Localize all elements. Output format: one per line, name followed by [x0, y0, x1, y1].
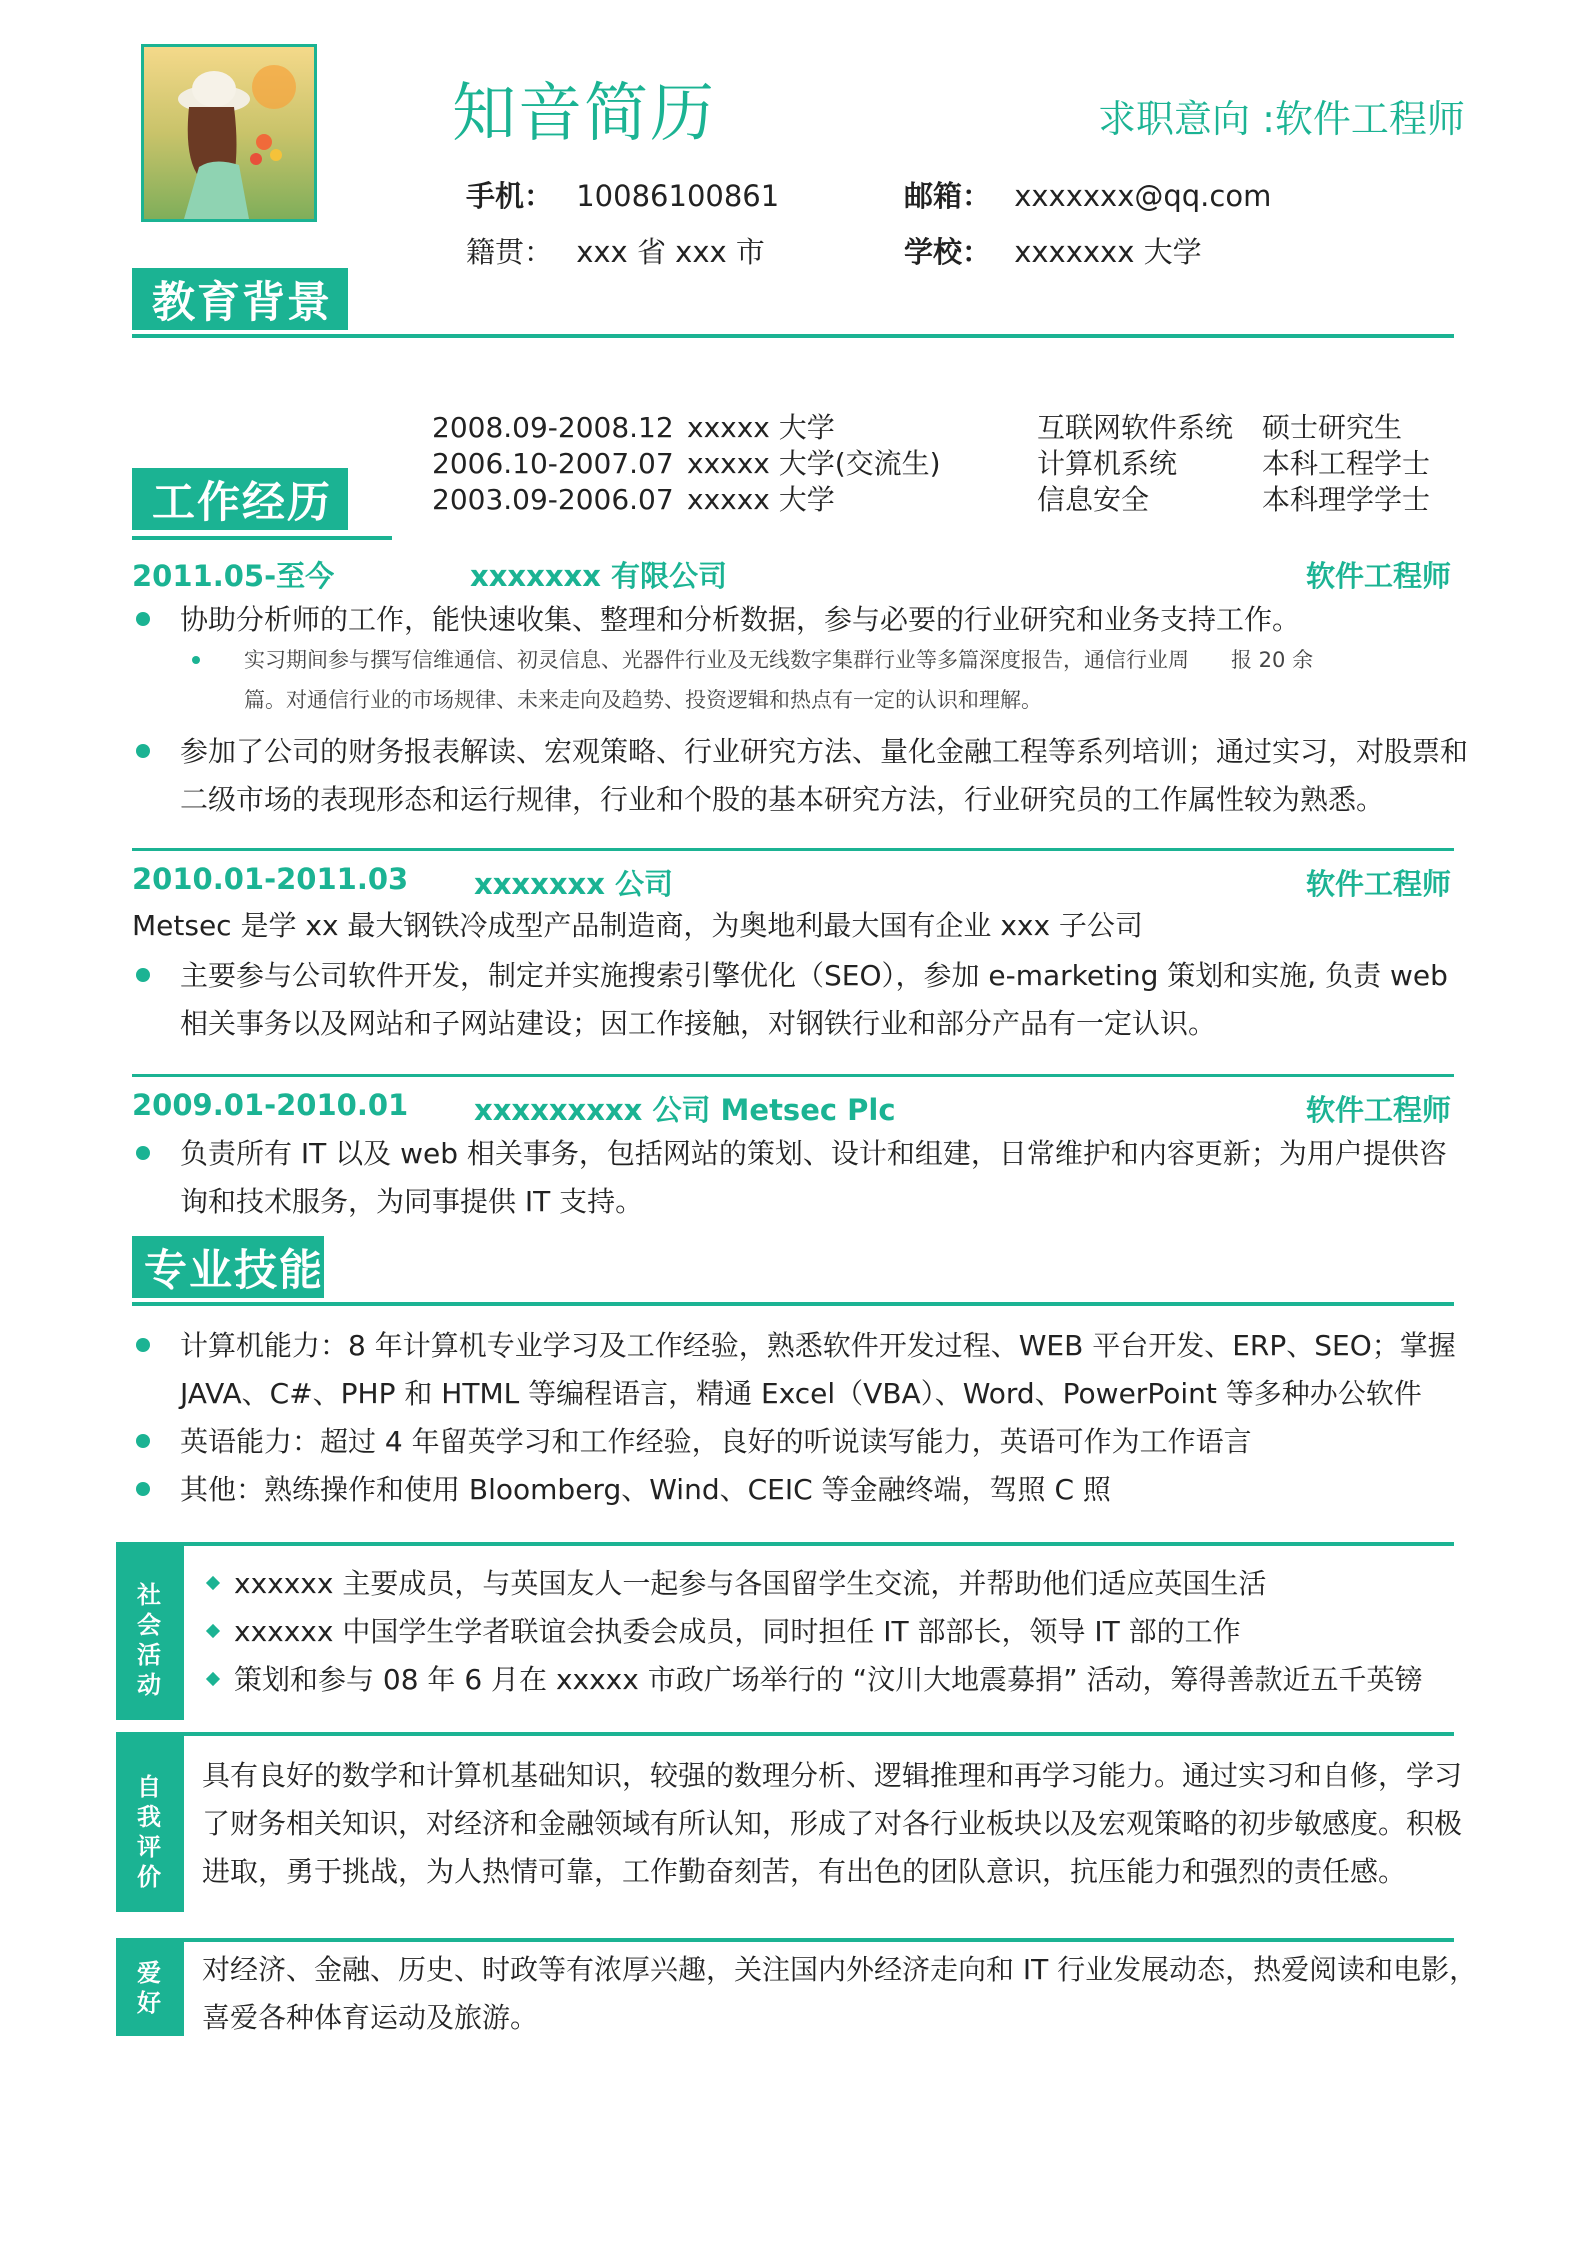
section-education: 教育背景 [132, 268, 348, 330]
school-value: xxxxxxx 大学 [1014, 235, 1202, 269]
job-company: xxxxxxx 公司 [474, 867, 674, 901]
phone-value: 10086100861 [576, 179, 780, 213]
bullet-icon [136, 1434, 150, 1448]
edu-majors [1037, 410, 1233, 518]
job-company: xxxxxxx 有限公司 [470, 559, 728, 593]
bullet-icon [136, 968, 150, 982]
skill-item: 英语能力：超过 4 年留英学习和工作经验，良好的听说读写能力，英语可作为工作语言 [180, 1425, 1252, 1458]
resume-title: 知音简历 [452, 77, 716, 151]
job-bullet: 负责所有 IT 以及 web 相关事务，包括网站的策划、设计和组建，日常维护和内容更新；为用户提供咨 [180, 1137, 1447, 1170]
bullet-icon [136, 744, 150, 758]
school-row [904, 230, 1202, 271]
skill-item: JAVA、C#、PHP 和 HTML 等编程语言，精通 Excel（VBA）、Word、PowerPoint 等多种办公软件 [180, 1377, 1422, 1410]
edu-school: xxxxx 大学(交流生) [687, 447, 941, 480]
social-item: xxxxxx 中国学生学者联谊会执委会成员，同时担任 IT 部部长，领导 IT 部的工作 [234, 1615, 1241, 1648]
email-label: 邮箱： [904, 179, 992, 213]
job-bullet: 相关事务以及网站和子网站建设；因工作接触，对钢铁行业和部分产品有一定认识。 [180, 1007, 1217, 1040]
bullet-icon [206, 1672, 220, 1686]
edu-school: xxxxx 大学 [687, 483, 835, 516]
hometown-value: xxx 省 xxx 市 [576, 235, 765, 269]
self-eval-line: 了财务相关知识，对经济和金融领域有所认知，形成了对各行业板块以及宏观策略的初步敏感度。积极 [202, 1807, 1463, 1840]
job-period: 2011.05-至今 [132, 559, 335, 593]
edu-major: 信息安全 [1037, 483, 1150, 516]
job-sub-bullet: 实习期间参与撰写信维通信、初灵信息、光器件行业及无线数字集群行业等多篇深度报告，通信行业周 报 20 余 [244, 648, 1314, 672]
edu-major: 计算机系统 [1037, 447, 1178, 480]
job-bullet: 主要参与公司软件开发，制定并实施搜索引擎优化（SEO），参加 e-marketing 策划和实施, 负责 web [180, 959, 1448, 992]
bullet-icon [136, 1338, 150, 1352]
divider [132, 334, 1454, 338]
edu-schools [687, 410, 941, 518]
phone-row [466, 174, 779, 215]
divider [132, 848, 1454, 851]
hobby-line: 对经济、金融、历史、时政等有浓厚兴趣，关注国内外经济走向和 IT 行业发展动态，热爱阅读和电影， [202, 1953, 1478, 1986]
job-bullet: 二级市场的表现形态和运行规律，行业和个股的基本研究方法，行业研究员的工作属性较为熟悉。 [180, 783, 1385, 816]
hometown-row [466, 230, 765, 271]
skill-item: 其他：熟练操作和使用 Bloomberg、Wind、CEIC 等金融终端，驾照 C 照 [180, 1473, 1111, 1506]
hometown-label: 籍贯： [466, 235, 554, 269]
job-bullet: 询和技术服务，为同事提供 IT 支持。 [180, 1185, 644, 1218]
phone-label: 手机： [466, 179, 554, 213]
edu-degree: 本科理学学士 [1262, 483, 1431, 516]
edu-degrees [1262, 410, 1430, 518]
job-bullet: 参加了公司的财务报表解读、宏观策略、行业研究方法、量化金融工程等系列培训；通过实习，对股票和 [180, 735, 1469, 768]
social-item: 策划和参与 08 年 6 月在 xxxxx 市政广场举行的 “汶川大地震募捐” 活动，筹得善款近五千英镑 [234, 1663, 1423, 1696]
bullet-icon [192, 656, 200, 664]
bullet-icon [136, 1482, 150, 1496]
section-skills: 专业技能 [132, 1236, 324, 1298]
bullet-icon [206, 1624, 220, 1638]
edu-school: xxxxx 大学 [687, 411, 835, 444]
section-social: 社会活动 [137, 1581, 161, 1699]
self-eval-line: 进取，勇于挑战，为人热情可靠，工作勤奋刻苦，有出色的团队意识，抗压能力和强烈的责任感。 [202, 1855, 1407, 1888]
divider [132, 536, 392, 540]
job-intent: 求职意向 :软件工程师 [1098, 97, 1465, 141]
job-period: 2010.01-2011.03 [132, 862, 409, 896]
email-row [904, 174, 1271, 215]
divider [132, 1302, 1454, 1306]
divider [116, 1732, 1454, 1736]
divider [116, 1938, 1454, 1942]
job-intro: Metsec 是学 xx 最大钢铁冷成型产品制造商，为奥地利最大国有企业 xxx 子公司 [132, 909, 1143, 942]
edu-periods [432, 410, 674, 518]
hobby-line: 喜爱各种体育运动及旅游。 [202, 2001, 539, 2034]
edu-period: 2003.09-2006.07 [432, 483, 674, 516]
edu-period: 2008.09-2008.12 [432, 411, 674, 444]
self-eval-line: 具有良好的数学和计算机基础知识，较强的数理分析、逻辑推理和再学习能力。通过实习和自修，学习 [202, 1759, 1463, 1792]
edu-period: 2006.10-2007.07 [432, 447, 674, 480]
job-company: xxxxxxxxx 公司 Metsec Plc [474, 1093, 896, 1127]
edu-degree: 硕士研究生 [1262, 411, 1403, 444]
job-role: 软件工程师 [1306, 867, 1452, 901]
bullet-icon [206, 1576, 220, 1590]
job-role: 软件工程师 [1306, 559, 1452, 593]
bullet-icon [136, 612, 150, 626]
job-sub-bullet: 篇。对通信行业的市场规律、未来走向及趋势、投资逻辑和热点有一定的认识和理解。 [244, 688, 1042, 712]
bullet-icon [136, 1146, 150, 1160]
divider [132, 1074, 1454, 1077]
email-value: xxxxxxx@qq.com [1014, 179, 1272, 213]
edu-degree: 本科工程学士 [1262, 447, 1431, 480]
section-self-eval: 自我评价 [137, 1773, 161, 1891]
section-work: 工作经历 [132, 468, 348, 530]
section-hobby: 爱好 [137, 1959, 161, 2017]
divider [116, 1542, 1454, 1546]
edu-major: 互联网软件系统 [1037, 411, 1234, 444]
school-label: 学校： [904, 235, 992, 269]
profile-photo [141, 44, 317, 222]
social-item: xxxxxx 主要成员，与英国友人一起参与各国留学生交流，并帮助他们适应英国生活 [234, 1567, 1267, 1600]
job-bullet: 协助分析师的工作，能快速收集、整理和分析数据，参与必要的行业研究和业务支持工作。 [180, 603, 1301, 636]
skill-item: 计算机能力：8 年计算机专业学习及工作经验，熟悉软件开发过程、WEB 平台开发、ERP、SEO；掌握 [180, 1329, 1456, 1362]
job-role: 软件工程师 [1306, 1093, 1452, 1127]
job-period: 2009.01-2010.01 [132, 1088, 409, 1122]
